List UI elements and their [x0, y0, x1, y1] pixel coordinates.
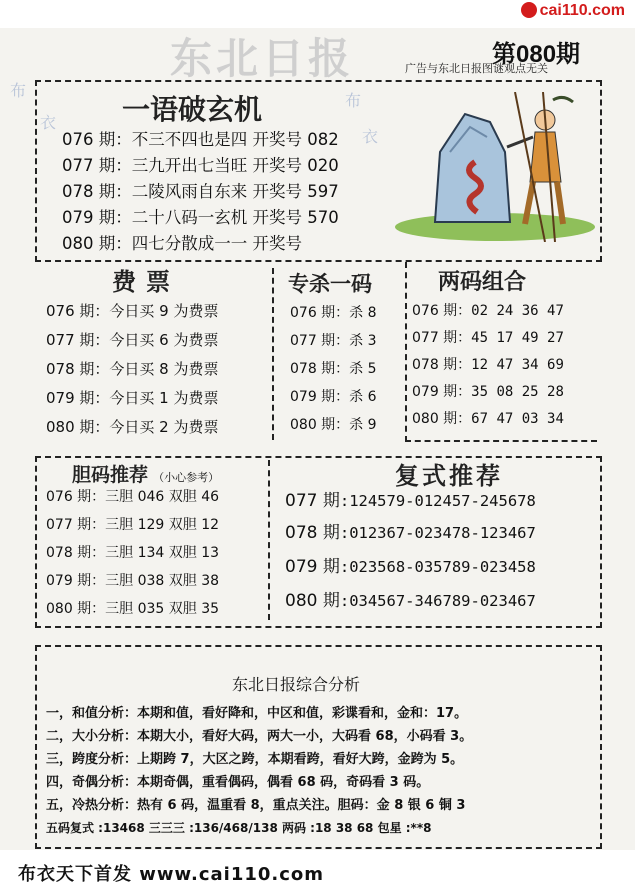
- logo-icon: [521, 2, 537, 18]
- fushi-title: 复式推荐: [395, 461, 503, 490]
- danma-heading: [72, 460, 219, 487]
- list-item: 080 期：三胆 035 双胆 35: [46, 601, 220, 617]
- list-item: 076 期：杀 8: [290, 305, 377, 321]
- list-item: 079 期：二十八码一玄机 开奖号 570: [62, 208, 339, 227]
- list-item: 076 期：三胆 046 双胆 46: [46, 489, 220, 505]
- list-item: 076 期：今日买 9 为费票: [46, 302, 219, 320]
- site-logo[interactable]: [521, 2, 625, 20]
- issue-number: 第080期: [492, 41, 581, 68]
- list-item: 二，大小分析：本期大小，看好大码，两大一小，大码看 68，小码看 3。: [46, 729, 473, 744]
- list-item: 四，奇偶分析：本期奇偶，重看偶码，偶看 68 码，奇码看 3 码。: [46, 775, 430, 790]
- divider: [272, 268, 274, 440]
- list-item: 079 期：今日买 1 为费票: [46, 389, 219, 407]
- list-item: 080 期:034567-346789-023467: [285, 591, 536, 611]
- list-item: 077 期：今日买 6 为费票: [46, 331, 219, 349]
- disclaimer: 广告与东北日报图谜观点无关: [405, 62, 548, 75]
- list-item: 三，跨度分析：上期跨 7，大区之跨，本期看跨，看好大跨，金跨为 5。: [46, 752, 464, 767]
- list-item: 077 期：三九开出七当旺 开奖号 020: [62, 156, 339, 175]
- list-item: 078 期：今日买 8 为费票: [46, 360, 219, 378]
- liangma-title: 两码组合: [438, 269, 527, 295]
- logo-text: cai110.com: [539, 2, 625, 19]
- zhuansha-title: 专杀一码: [288, 271, 372, 296]
- list-item: 078 期：三胆 134 双胆 13: [46, 545, 220, 561]
- list-item: 五，冷热分析：热有 6 码，温重看 8，重点关注。胆码：金 8 银 6 铜 3: [46, 798, 466, 813]
- danma-note: （小心参考）: [153, 471, 220, 484]
- yiyu-title: 一语破玄机: [122, 93, 263, 126]
- list-item: 079 期：杀 6: [290, 389, 377, 405]
- list-item: 079 期:023568-035789-023458: [285, 557, 536, 577]
- feipiao-title: 费票: [112, 267, 180, 296]
- list-item: 078 期：二陵风雨自东来 开奖号 597: [62, 182, 339, 201]
- list-item: 079 期：三胆 038 双胆 38: [46, 573, 220, 589]
- list-item: 078 期：杀 5: [290, 361, 377, 377]
- list-item: 一，和值分析：本期和值，看好降和，中区和值，彩谍看和，金和：17。: [46, 706, 468, 721]
- list-item: 080 期：今日买 2 为费票: [46, 418, 219, 436]
- masthead: 东北日报: [170, 34, 355, 83]
- list-item: 079 期：35 08 25 28: [412, 384, 564, 400]
- list-item: 078 期：12 47 34 69: [412, 357, 564, 373]
- list-item: 五码复式 :13468 三三三 :136/468/138 两码 :18 38 68 包星 :**8: [46, 821, 432, 835]
- list-item: 078 期:012367-023478-123467: [285, 523, 536, 543]
- list-item: 077 期：杀 3: [290, 333, 377, 349]
- list-item: 077 期：三胆 129 双胆 12: [46, 517, 220, 533]
- watermark: 布: [10, 81, 27, 100]
- list-item: 076 期：不三不四也是四 开奖号 082: [62, 130, 339, 149]
- analysis-title: 东北日报综合分析: [232, 675, 361, 694]
- list-item: 077 期：45 17 49 27: [412, 330, 564, 346]
- danma-title: 胆码推荐: [72, 464, 149, 486]
- list-item: 077 期:124579-012457-245678: [285, 491, 536, 511]
- divider: [268, 460, 270, 620]
- list-item: 080 期：67 47 03 34: [412, 411, 564, 427]
- watermark: 衣: [362, 127, 379, 146]
- man-carving-rock-illustration: [395, 92, 600, 242]
- watermark: 布: [345, 91, 362, 110]
- list-item: 076 期：02 24 36 47: [412, 303, 564, 319]
- footer-text[interactable]: 布衣天下首发 www.cai110.com: [18, 864, 325, 885]
- list-item: 080 期：杀 9: [290, 417, 377, 433]
- list-item: 080 期：四七分散成一一 开奖号: [62, 234, 302, 253]
- watermark: 衣: [40, 113, 57, 132]
